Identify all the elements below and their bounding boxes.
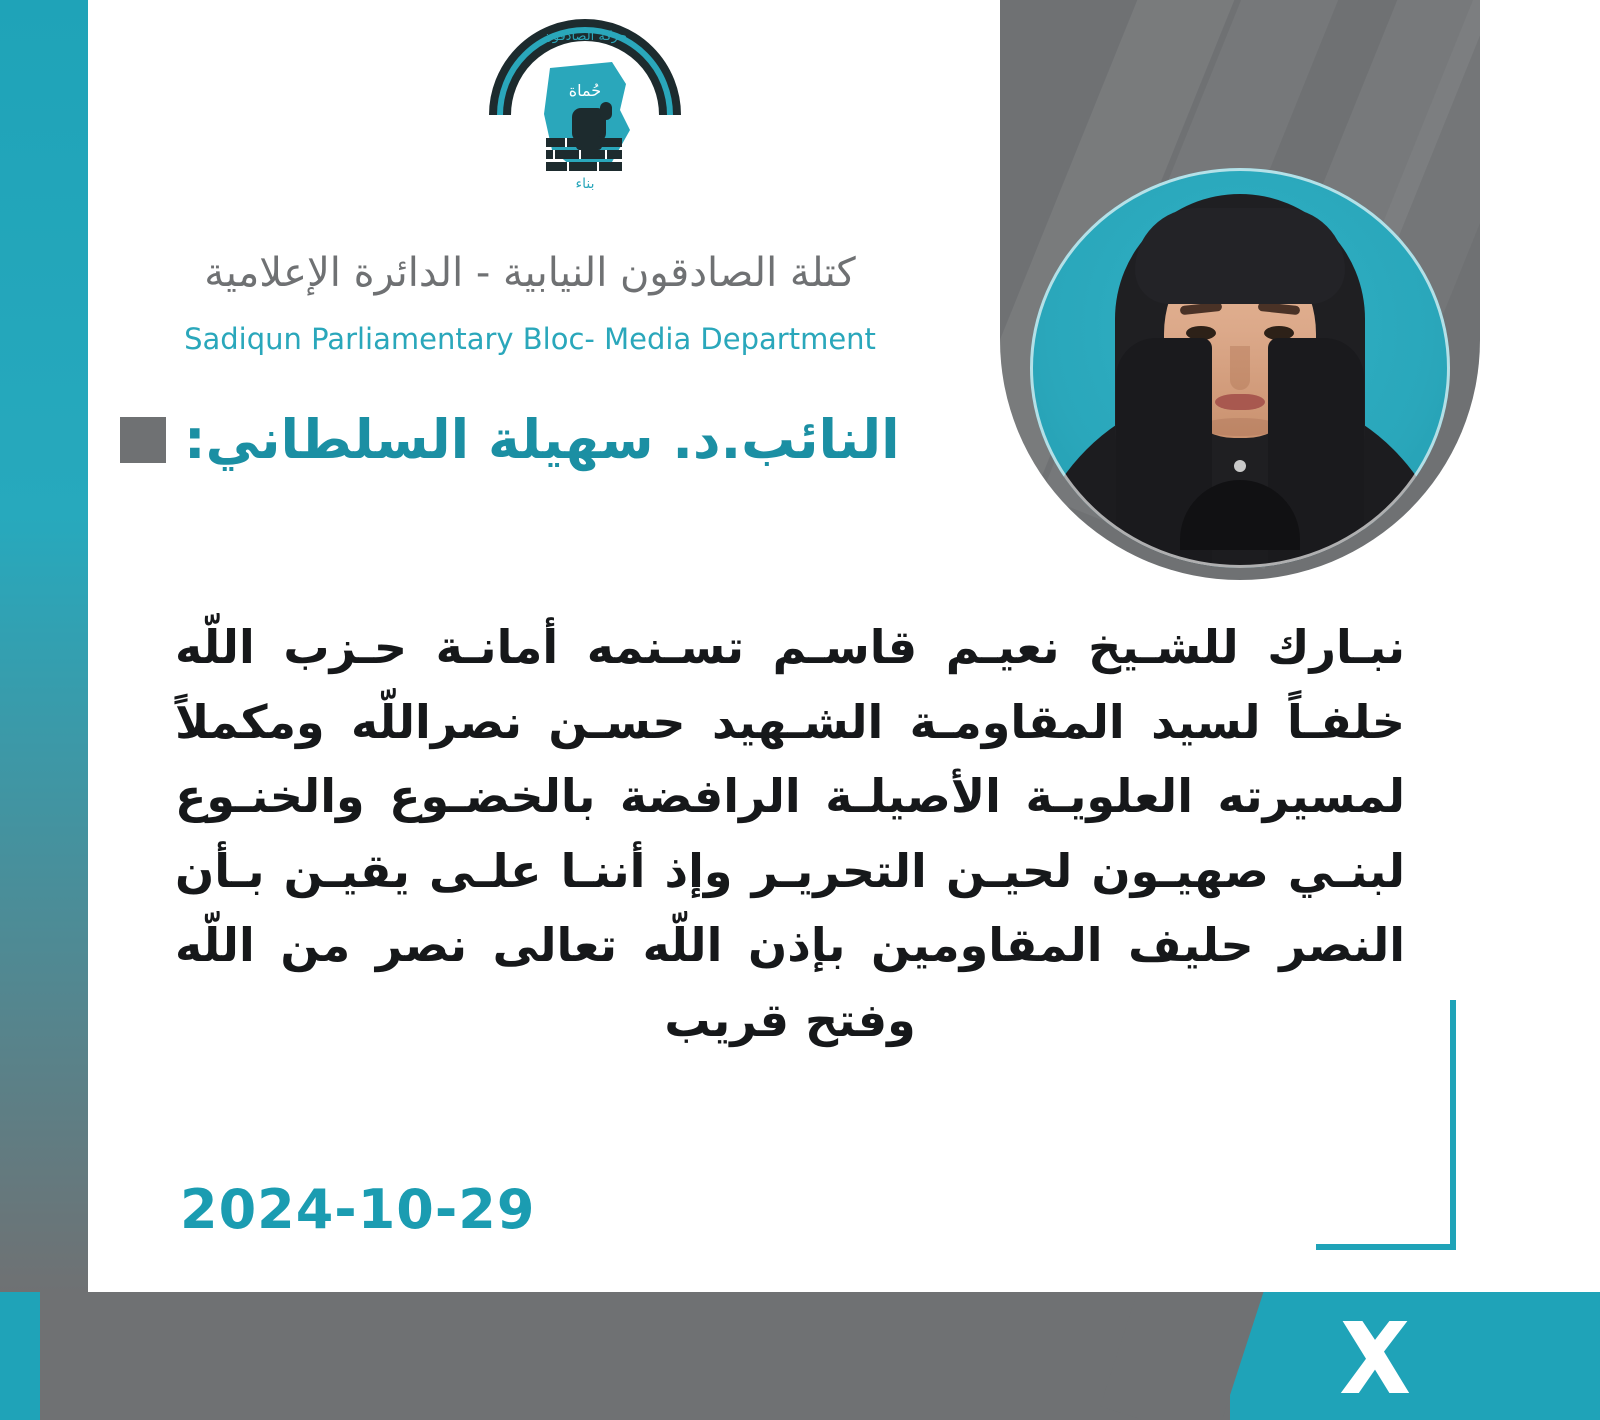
teal-frame-bottom	[1316, 1244, 1456, 1250]
organization-name-arabic: كتلة الصادقون النيابية - الدائرة الإعلامية	[204, 250, 856, 296]
sadiqun-movement-emblem-icon	[480, 10, 690, 220]
left-stripe-inner-white	[88, 0, 102, 1292]
x-twitter-icon[interactable]	[1330, 1312, 1420, 1402]
svg-text:بناء: بناء	[575, 176, 595, 192]
speaker-name-row	[120, 408, 1000, 471]
square-bullet-icon	[120, 417, 166, 463]
right-white-margin	[1480, 0, 1600, 1292]
avatar	[1030, 168, 1450, 568]
organization-name-english: Sadiqun Parliamentary Bloc- Media Department	[184, 322, 876, 356]
footer-left-teal-accent	[0, 1292, 40, 1420]
portrait-hijab-front	[1135, 208, 1345, 304]
speaker-name: النائب.د. سهيلة السلطاني:	[184, 408, 900, 471]
svg-text:حُماة: حُماة	[568, 81, 602, 100]
statement-text: نبـارك للشـيخ نعيـم قاسـم تسـنمه أمانـة حـزب اللّه خلفـاً لسيد المقاومـة الشـهيد حسـن نصراللّه ومكملاً لمسيرته العلويـة الأصيلـة الرافضة بالخضـوع والخنـوع لبنـي صهيـون لحيـن التحريـر وإذ أننـا علـى يقيـن بـأن النصر حليف المقاومين بإذن اللّه تعالى نصر من اللّه وفتح قريب	[175, 620, 1405, 1047]
portrait-nose	[1230, 346, 1250, 390]
avatar-portrait	[1030, 168, 1450, 568]
teal-frame-right	[1450, 1000, 1456, 1250]
svg-text:حركة الصادقون: حركة الصادقون	[543, 29, 627, 44]
footer-bar	[0, 1292, 1600, 1420]
date-label: 2024-10-29	[180, 1178, 536, 1241]
portrait-lips	[1215, 394, 1265, 410]
portrait-button	[1234, 460, 1246, 472]
left-gradient-stripe	[0, 0, 100, 1292]
